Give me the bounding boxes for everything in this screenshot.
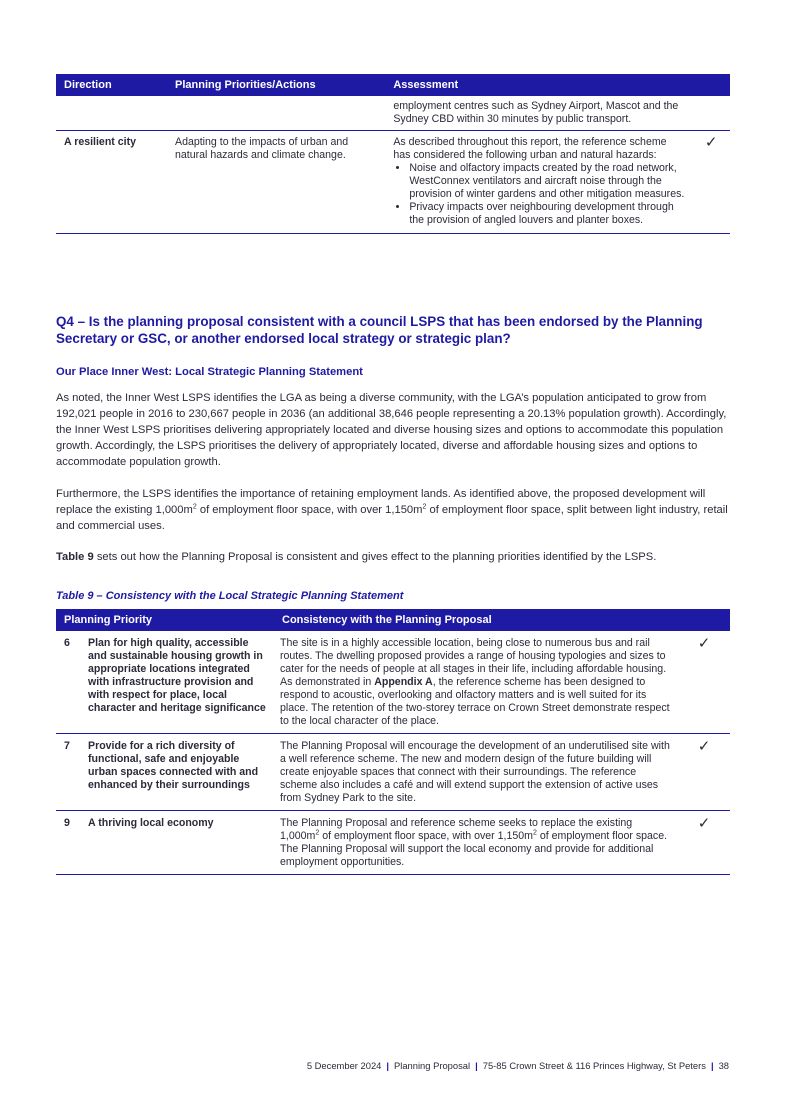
table-row-continuation [56, 96, 730, 131]
desc-part: of employment floor space. The Planning Proposal will support the local economy and provide for additional employment opportunities. [280, 830, 668, 868]
assessment-bullets [393, 162, 684, 229]
priority-number: 9 [56, 811, 82, 875]
footer-doc: Planning Proposal [394, 1060, 471, 1071]
header-check [692, 74, 730, 96]
table-row [56, 734, 730, 811]
header-consistency: Consistency with the Planning Proposal [274, 609, 730, 631]
desc-part: of employment floor space, with over 1,150m [319, 830, 533, 842]
para2-text-a: Furthermore, the LSPS identifies the importance of retaining employment lands. As identified above, the proposed development will replace the existing 1,000m [56, 488, 706, 516]
consistency-text [274, 631, 678, 734]
priority-title: Plan for high quality, accessible and sustainable housing growth in appropriate locations integrated with infrastructure provision and with respect for place, local character and heritage significance [82, 631, 274, 734]
header-assessment: Assessment [385, 74, 692, 96]
assessment-bullet: • Privacy impacts over neighbouring development through the provision of angled louvers and planter boxes. [409, 201, 684, 229]
paragraph-population: As noted, the Inner West LSPS identifies the LGA as being a diverse community, with the LGA’s population anticipated to grow from 192,021 people in 2016 to 230,667 people in 2036 (an additional 38,646 people representing a 20.13% population growth). Accordingly, the Inner West LSPS prioritises delivering appropriately located and diverse housing sizes and options to accommodate this population growth. Accordingly, the LSPS prioritises the delivery of appropriately located, diverse and affordable housing sizes and options to accommodate population growth. [56, 392, 727, 468]
header-planning-priorities: Planning Priorities/Actions [167, 74, 385, 96]
assessment-bullet: • Noise and olfactory impacts created by the road network, WestConnex ventilators and aircraft noise through the provision of winter gardens and other mitigation measures. [409, 162, 684, 201]
appendix-reference: Appendix A [374, 676, 433, 688]
page-footer [307, 1060, 729, 1071]
assessment-cell [385, 131, 692, 234]
para2-text-b: of employment floor space, with over 1,150m [196, 504, 423, 516]
table-caption: Table 9 – Consistency with the Local Strategic Planning Statement [56, 590, 404, 602]
paragraph-employment [56, 486, 732, 534]
direction-cell: A resilient city [56, 131, 167, 234]
footer-address: 75-85 Crown Street & 116 Princes Highway, St Peters [482, 1060, 706, 1071]
table-9 [56, 609, 730, 875]
superscript: 2 [422, 503, 427, 511]
desc-part: The site is in a highly accessible location, being close to numerous bus and rail routes. The dwelling proposed provides a range of housing typologies and sizes to cater for the needs of people at all stages in their life, including affordable housing. As demonstrated in [280, 637, 667, 688]
check-icon: ✓ [678, 811, 730, 875]
priority-number: 7 [56, 734, 82, 811]
superscript: 2 [533, 829, 537, 837]
header-planning-priority: Planning Priority [56, 609, 274, 631]
check-icon: ✓ [678, 631, 730, 734]
footer-date: 5 December 2024 [306, 1060, 382, 1071]
table-row [56, 811, 730, 875]
table-reference: Table 9 [56, 551, 94, 563]
table-row-resilient-city [56, 131, 730, 234]
assessment-continuation: employment centres such as Sydney Airport, Mascot and the Sydney CBD within 30 minutes by public transport. [385, 96, 692, 131]
table-header-row [56, 609, 730, 631]
superscript: 2 [315, 829, 320, 837]
priority-title: A thriving local economy [82, 811, 274, 875]
footer-separator: | [475, 1060, 478, 1071]
assessment-intro: As described throughout this report, the reference scheme has considered the following urban and natural hazards: [393, 136, 667, 161]
section-subheading: Our Place Inner West: Local Strategic Planning Statement [56, 366, 363, 378]
priority-title: Provide for a rich diversity of functional, safe and enjoyable urban spaces connected with and enhanced by their surroundings [82, 734, 274, 811]
consistency-text: The Planning Proposal will encourage the development of an underutilised site with a well reference scheme. The new and modern design of the future building will create enjoyable spaces that connect with their surroundings. The reference scheme also includes a café and will extend support the extension of active uses from Sydney Park to the site. [274, 734, 678, 811]
table-row [56, 631, 730, 734]
priority-number: 6 [56, 631, 82, 734]
footer-separator: | [710, 1060, 714, 1071]
table-header-row [56, 74, 730, 96]
superscript: 2 [192, 503, 197, 511]
action-cell: Adapting to the impacts of urban and natural hazards and climate change. [167, 131, 385, 234]
header-direction: Direction [56, 74, 167, 96]
para2-text-c: of employment floor space, split between light industry, retail and commercial uses. [56, 504, 728, 532]
consistency-table-top [56, 74, 730, 234]
q4-heading: Q4 – Is the planning proposal consistent with a council LSPS that has been endorsed by the Planning Secretary or GSC, or another endorsed local strategy or strategic plan? [56, 314, 703, 346]
footer-separator: | [386, 1060, 389, 1071]
consistency-text [274, 811, 678, 875]
desc-part: The Planning Proposal and reference scheme seeks to replace the existing 1,000m [280, 817, 633, 842]
check-icon: ✓ [692, 131, 730, 234]
desc-part: , the reference scheme has been designed to respond to acoustic, overlooking and olfactory matters and is well suited for its place. The retention of the two-storey terrace on Crown Street demonstrate respect to the local character of the place. [280, 676, 670, 727]
page-number: 38 [718, 1060, 729, 1071]
para3-text: sets out how the Planning Proposal is consistent and gives effect to the planning priorities identified by the LSPS. [93, 551, 657, 563]
paragraph-table-intro [56, 549, 732, 565]
check-icon: ✓ [678, 734, 730, 811]
